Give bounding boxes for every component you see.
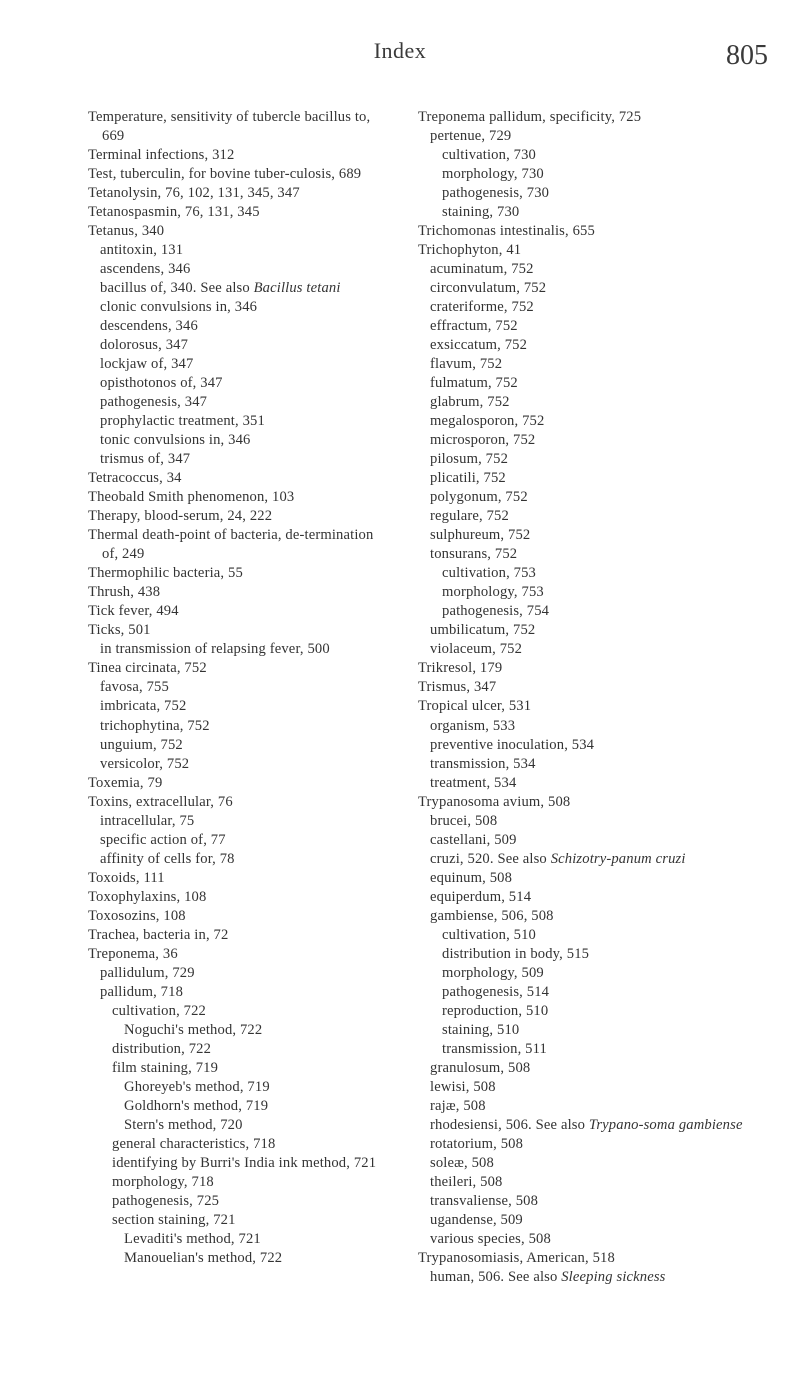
index-entry-text: lockjaw of, 347 bbox=[100, 356, 194, 373]
index-entry-text: Trismus, 347 bbox=[418, 679, 497, 696]
index-entry-text: morphology, 730 bbox=[442, 166, 544, 183]
index-entry-text: human, 506. See also bbox=[430, 1268, 562, 1285]
index-entry bbox=[88, 507, 388, 526]
index-entry bbox=[88, 393, 388, 412]
index-entry bbox=[418, 602, 758, 621]
index-entry bbox=[88, 812, 388, 831]
index-entry bbox=[418, 1154, 758, 1173]
index-entry bbox=[418, 1002, 758, 1021]
index-entry bbox=[88, 793, 388, 812]
index-entry-text: affinity of cells for, 78 bbox=[100, 850, 235, 867]
index-entry-text: Trachea, bacteria in, 72 bbox=[88, 926, 229, 943]
index-entry-text: opisthotonos of, 347 bbox=[100, 375, 223, 392]
index-entry-text: prophylactic treatment, 351 bbox=[100, 413, 265, 430]
index-entry-text: castellani, 509 bbox=[430, 831, 517, 848]
index-entry-text: Thermal death-point of bacteria, de-termination of, 249 bbox=[88, 527, 374, 563]
index-entry bbox=[418, 165, 758, 184]
index-entry bbox=[88, 336, 388, 355]
index-entry-text: unguium, 752 bbox=[100, 736, 183, 753]
index-entry-text: ascendens, 346 bbox=[100, 261, 191, 278]
index-entry bbox=[88, 222, 388, 241]
index-entry bbox=[418, 241, 758, 260]
index-entry bbox=[418, 869, 758, 888]
index-entry bbox=[88, 526, 388, 564]
index-entry-text: in transmission of relapsing fever, 500 bbox=[100, 641, 330, 658]
index-entry bbox=[88, 203, 388, 222]
index-entry bbox=[418, 317, 758, 336]
index-entry bbox=[88, 907, 388, 926]
index-entry-text: Therapy, blood-serum, 24, 222 bbox=[88, 508, 273, 525]
index-entry-text: Treponema, 36 bbox=[88, 945, 178, 962]
index-entry-text: preventive inoculation, 534 bbox=[430, 736, 595, 753]
index-entry bbox=[418, 1116, 758, 1135]
index-entry-text: Temperature, sensitivity of tubercle bacillus to, 669 bbox=[88, 109, 371, 145]
index-entry-text: transvaliense, 508 bbox=[430, 1192, 539, 1209]
index-entry bbox=[418, 926, 758, 945]
index-entry-text: Thermophilic bacteria, 55 bbox=[88, 565, 243, 582]
index-entry-text: Tetracoccus, 34 bbox=[88, 470, 182, 487]
index-entry bbox=[88, 1154, 388, 1173]
index-entry bbox=[418, 545, 758, 564]
index-entry-text: effractum, 752 bbox=[430, 318, 518, 335]
index-entry-text: Tetanus, 340 bbox=[88, 223, 165, 240]
index-entry bbox=[88, 945, 388, 964]
index-entry bbox=[418, 678, 758, 697]
index-entry-text: pertenue, 729 bbox=[430, 128, 512, 145]
index-entry-text: Trikresol, 179 bbox=[418, 660, 503, 677]
index-entry-text: gambiense, 506, 508 bbox=[430, 907, 554, 924]
index-column-right bbox=[418, 108, 758, 1287]
index-entry bbox=[418, 736, 758, 755]
index-entry-text: Terminal infections, 312 bbox=[88, 147, 235, 164]
index-entry bbox=[418, 450, 758, 469]
index-entry-text: Trichomonas intestinalis, 655 bbox=[418, 223, 595, 240]
index-entry bbox=[418, 1097, 758, 1116]
index-entry bbox=[88, 260, 388, 279]
index-entry-text: Test, tuberculin, for bovine tuber-culosis, 689 bbox=[88, 166, 362, 183]
index-entry bbox=[418, 393, 758, 412]
index-entry-text: plicatili, 752 bbox=[430, 470, 506, 487]
index-entry bbox=[88, 1078, 388, 1097]
index-entry bbox=[88, 1097, 388, 1116]
index-entry bbox=[418, 1040, 758, 1059]
index-entry bbox=[88, 1192, 388, 1211]
index-entry-text: Toxemia, 79 bbox=[88, 774, 163, 791]
index-entry bbox=[418, 203, 758, 222]
index-entry-text: Toxophylaxins, 108 bbox=[88, 888, 207, 905]
index-entry bbox=[88, 1135, 388, 1154]
index-entry-text: dolorosus, 347 bbox=[100, 337, 189, 354]
index-entry bbox=[88, 108, 388, 146]
index-entry-text: Toxosozins, 108 bbox=[88, 907, 186, 924]
index-entry-text: Toxoids, 111 bbox=[88, 869, 165, 886]
index-entry-text: brucei, 508 bbox=[430, 812, 498, 829]
index-entry-text: pathogenesis, 754 bbox=[442, 603, 550, 620]
index-entry-text: cruzi, 520. See also bbox=[430, 850, 551, 867]
index-entry bbox=[418, 279, 758, 298]
index-entry bbox=[418, 640, 758, 659]
index-entry-text: cultivation, 510 bbox=[442, 926, 537, 943]
index-entry-text: pathogenesis, 347 bbox=[100, 394, 208, 411]
index-entry bbox=[418, 526, 758, 545]
index-entry bbox=[418, 907, 758, 926]
index-entry bbox=[88, 640, 388, 659]
index-entry-text: distribution, 722 bbox=[112, 1040, 212, 1057]
index-entry bbox=[418, 564, 758, 583]
index-entry bbox=[88, 850, 388, 869]
index-entry-text: glabrum, 752 bbox=[430, 394, 510, 411]
index-entry bbox=[88, 926, 388, 945]
index-entry-text: tonsurans, 752 bbox=[430, 546, 518, 563]
index-entry bbox=[418, 1230, 758, 1249]
index-entry-text: bacillus of, 340. See also bbox=[100, 280, 254, 297]
index-entry-text: treatment, 534 bbox=[430, 774, 517, 791]
index-entry-text: sulphureum, 752 bbox=[430, 527, 531, 544]
index-entry-text: microsporon, 752 bbox=[430, 432, 536, 449]
index-entry bbox=[418, 336, 758, 355]
index-entry-cross-reference: Sleeping sickness bbox=[561, 1268, 666, 1285]
index-entry bbox=[88, 317, 388, 336]
index-entry-text: violaceum, 752 bbox=[430, 641, 523, 658]
index-entry-text: umbilicatum, 752 bbox=[430, 622, 536, 639]
index-entry bbox=[88, 659, 388, 678]
index-entry-text: section staining, 721 bbox=[112, 1211, 236, 1228]
index-entry-text: rotatorium, 508 bbox=[430, 1135, 524, 1152]
index-entry bbox=[418, 507, 758, 526]
index-entry-text: rhodesiensi, 506. See also bbox=[430, 1116, 589, 1133]
index-entry-text: equinum, 508 bbox=[430, 869, 513, 886]
index-entry-text: morphology, 509 bbox=[442, 964, 544, 981]
index-entry bbox=[418, 184, 758, 203]
index-entry bbox=[418, 298, 758, 317]
index-entry bbox=[88, 1040, 388, 1059]
index-entry bbox=[418, 812, 758, 831]
index-entry bbox=[88, 184, 388, 203]
index-entry-text: Goldhorn's method, 719 bbox=[124, 1097, 269, 1114]
index-entry-text: clonic convulsions in, 346 bbox=[100, 299, 258, 316]
index-entry-text: Ticks, 501 bbox=[88, 622, 151, 639]
index-entry-text: pathogenesis, 730 bbox=[442, 185, 550, 202]
index-entry bbox=[418, 793, 758, 812]
index-entry bbox=[418, 1059, 758, 1078]
index-entry-text: Trypanosoma avium, 508 bbox=[418, 793, 571, 810]
index-entry-text: megalosporon, 752 bbox=[430, 413, 545, 430]
index-entry bbox=[418, 1192, 758, 1211]
index-entry bbox=[88, 1116, 388, 1135]
running-header: Index bbox=[373, 38, 427, 63]
index-entry bbox=[88, 602, 388, 621]
index-entry-text: morphology, 718 bbox=[112, 1173, 214, 1190]
index-entry bbox=[418, 146, 758, 165]
index-entry-text: Tick fever, 494 bbox=[88, 603, 179, 620]
index-column-left bbox=[88, 108, 388, 1268]
index-entry-text: tonic convulsions in, 346 bbox=[100, 432, 251, 449]
index-entry-text: pathogenesis, 725 bbox=[112, 1192, 220, 1209]
index-entry-text: Treponema pallidum, specificity, 725 bbox=[418, 109, 642, 125]
index-entry-text: Tinea circinata, 752 bbox=[88, 660, 207, 677]
index-entry bbox=[88, 831, 388, 850]
index-entry bbox=[88, 564, 388, 583]
index-entry-text: Levaditi's method, 721 bbox=[124, 1230, 261, 1247]
index-entry bbox=[88, 621, 388, 640]
index-entry-text: transmission, 534 bbox=[430, 755, 536, 772]
index-entry bbox=[88, 488, 388, 507]
index-entry-text: various species, 508 bbox=[430, 1230, 551, 1247]
index-entry-text: morphology, 753 bbox=[442, 584, 544, 601]
index-entry bbox=[88, 431, 388, 450]
index-entry bbox=[88, 983, 388, 1002]
index-entry-text: transmission, 511 bbox=[442, 1040, 547, 1057]
index-entry bbox=[418, 831, 758, 850]
index-entry-text: organism, 533 bbox=[430, 717, 516, 734]
index-entry-text: cultivation, 753 bbox=[442, 565, 537, 582]
index-entry bbox=[88, 412, 388, 431]
index-entry-text: acuminatum, 752 bbox=[430, 261, 534, 278]
index-entry bbox=[88, 697, 388, 716]
index-entry bbox=[88, 165, 388, 184]
index-entry bbox=[88, 888, 388, 907]
index-entry-text: trichophytina, 752 bbox=[100, 717, 210, 734]
index-entry bbox=[418, 583, 758, 602]
index-entry bbox=[88, 241, 388, 260]
index-entry bbox=[418, 888, 758, 907]
index-entry bbox=[418, 1211, 758, 1230]
index-entry bbox=[418, 355, 758, 374]
index-entry bbox=[418, 850, 758, 869]
index-entry-text: Theobald Smith phenomenon, 103 bbox=[88, 489, 295, 506]
index-entry bbox=[418, 1078, 758, 1097]
index-entry bbox=[88, 1211, 388, 1230]
index-entry-text: lewisi, 508 bbox=[430, 1078, 496, 1095]
index-entry-text: Tropical ulcer, 531 bbox=[418, 698, 532, 715]
index-entry bbox=[418, 488, 758, 507]
index-entry bbox=[88, 450, 388, 469]
index-entry-text: Thrush, 438 bbox=[88, 584, 161, 601]
index-entry bbox=[88, 1230, 388, 1249]
index-entry-cross-reference: Bacillus tetani bbox=[253, 280, 341, 297]
index-entry-text: general characteristics, 718 bbox=[112, 1135, 276, 1152]
index-entry-text: equiperdum, 514 bbox=[430, 888, 532, 905]
index-entry bbox=[88, 1173, 388, 1192]
index-entry-text: Trypanosomiasis, American, 518 bbox=[418, 1249, 615, 1266]
index-entry-text: intracellular, 75 bbox=[100, 812, 195, 829]
index-entry bbox=[418, 412, 758, 431]
index-entry-text: descendens, 346 bbox=[100, 318, 198, 335]
index-entry bbox=[418, 1135, 758, 1154]
index-entry-text: pilosum, 752 bbox=[430, 451, 509, 468]
index-entry-text: pathogenesis, 514 bbox=[442, 983, 550, 1000]
index-entry-text: antitoxin, 131 bbox=[100, 242, 184, 259]
index-entry bbox=[418, 755, 758, 774]
index-entry-text: Noguchi's method, 722 bbox=[124, 1021, 263, 1038]
index-entry-text: rajæ, 508 bbox=[430, 1097, 486, 1114]
index-entry bbox=[418, 1268, 758, 1287]
index-entry bbox=[418, 1173, 758, 1192]
index-entry bbox=[88, 355, 388, 374]
index-entry-text: pallidum, 718 bbox=[100, 983, 184, 1000]
index-entry-text: Ghoreyeb's method, 719 bbox=[124, 1078, 270, 1095]
index-entry-text: regulare, 752 bbox=[430, 508, 509, 525]
index-entry-text: pallidulum, 729 bbox=[100, 964, 195, 981]
index-entry bbox=[418, 374, 758, 393]
index-entry-text: exsiccatum, 752 bbox=[430, 337, 528, 354]
index-entry-text: granulosum, 508 bbox=[430, 1059, 531, 1076]
index-entry-text: trismus of, 347 bbox=[100, 451, 191, 468]
index-entry bbox=[88, 146, 388, 165]
index-entry bbox=[88, 755, 388, 774]
index-entry-text: crateriforme, 752 bbox=[430, 299, 534, 316]
index-entry bbox=[418, 431, 758, 450]
index-entry bbox=[418, 621, 758, 640]
index-entry bbox=[88, 1021, 388, 1040]
index-entry bbox=[418, 717, 758, 736]
index-entry bbox=[88, 298, 388, 317]
index-entry-text: staining, 730 bbox=[442, 204, 520, 221]
index-entry bbox=[418, 964, 758, 983]
index-entry bbox=[418, 260, 758, 279]
index-entry bbox=[88, 469, 388, 488]
index-entry-text: circonvulatum, 752 bbox=[430, 280, 547, 297]
index-entry-text: Trichophyton, 41 bbox=[418, 242, 522, 259]
index-entry bbox=[418, 222, 758, 241]
index-entry-cross-reference: Schizotry-panum cruzi bbox=[550, 850, 686, 867]
index-entry bbox=[88, 774, 388, 793]
index-entry-text: imbricata, 752 bbox=[100, 698, 187, 715]
index-entry bbox=[88, 869, 388, 888]
index-entry bbox=[88, 374, 388, 393]
index-entry-text: soleæ, 508 bbox=[430, 1154, 494, 1171]
index-entry-text: cultivation, 722 bbox=[112, 1002, 207, 1019]
index-entry bbox=[88, 1059, 388, 1078]
index-entry bbox=[418, 1249, 758, 1268]
index-entry bbox=[418, 983, 758, 1002]
index-entry bbox=[88, 964, 388, 983]
index-entry bbox=[88, 279, 388, 298]
index-entry bbox=[418, 774, 758, 793]
index-entry-text: Stern's method, 720 bbox=[124, 1116, 243, 1133]
index-entry bbox=[418, 127, 758, 146]
index-entry-cross-reference: Trypano-soma gambiense bbox=[588, 1116, 743, 1133]
index-entry bbox=[88, 678, 388, 697]
index-entry-text: specific action of, 77 bbox=[100, 831, 226, 848]
index-entry-text: Toxins, extracellular, 76 bbox=[88, 793, 233, 810]
index-entry bbox=[418, 469, 758, 488]
page-number: 805 bbox=[726, 40, 768, 71]
index-entry bbox=[88, 583, 388, 602]
index-entry-text: identifying by Burri's India ink method, 721 bbox=[112, 1154, 377, 1171]
index-entry-text: distribution in body, 515 bbox=[442, 945, 590, 962]
index-entry bbox=[418, 108, 758, 127]
index-entry bbox=[418, 945, 758, 964]
index-entry bbox=[418, 697, 758, 716]
index-entry-text: film staining, 719 bbox=[112, 1059, 219, 1076]
index-entry-text: Tetanospasmin, 76, 131, 345 bbox=[88, 204, 260, 221]
index-entry bbox=[88, 1002, 388, 1021]
index-entry-text: versicolor, 752 bbox=[100, 755, 190, 772]
index-entry bbox=[418, 659, 758, 678]
index-entry-text: flavum, 752 bbox=[430, 356, 503, 373]
index-entry-text: staining, 510 bbox=[442, 1021, 520, 1038]
index-entry-text: ugandense, 509 bbox=[430, 1211, 523, 1228]
index-entry-text: fulmatum, 752 bbox=[430, 375, 518, 392]
index-entry bbox=[88, 1249, 388, 1268]
index-entry-text: cultivation, 730 bbox=[442, 147, 537, 164]
index-entry-text: theileri, 508 bbox=[430, 1173, 503, 1190]
index-entry bbox=[418, 1021, 758, 1040]
index-entry-text: favosa, 755 bbox=[100, 679, 169, 696]
index-entry-text: reproduction, 510 bbox=[442, 1002, 549, 1019]
index-entry-text: polygonum, 752 bbox=[430, 489, 528, 506]
index-entry bbox=[88, 736, 388, 755]
index-entry-text: Manouelian's method, 722 bbox=[124, 1249, 283, 1266]
index-entry bbox=[88, 717, 388, 736]
index-entry-text: Tetanolysin, 76, 102, 131, 345, 347 bbox=[88, 185, 300, 202]
